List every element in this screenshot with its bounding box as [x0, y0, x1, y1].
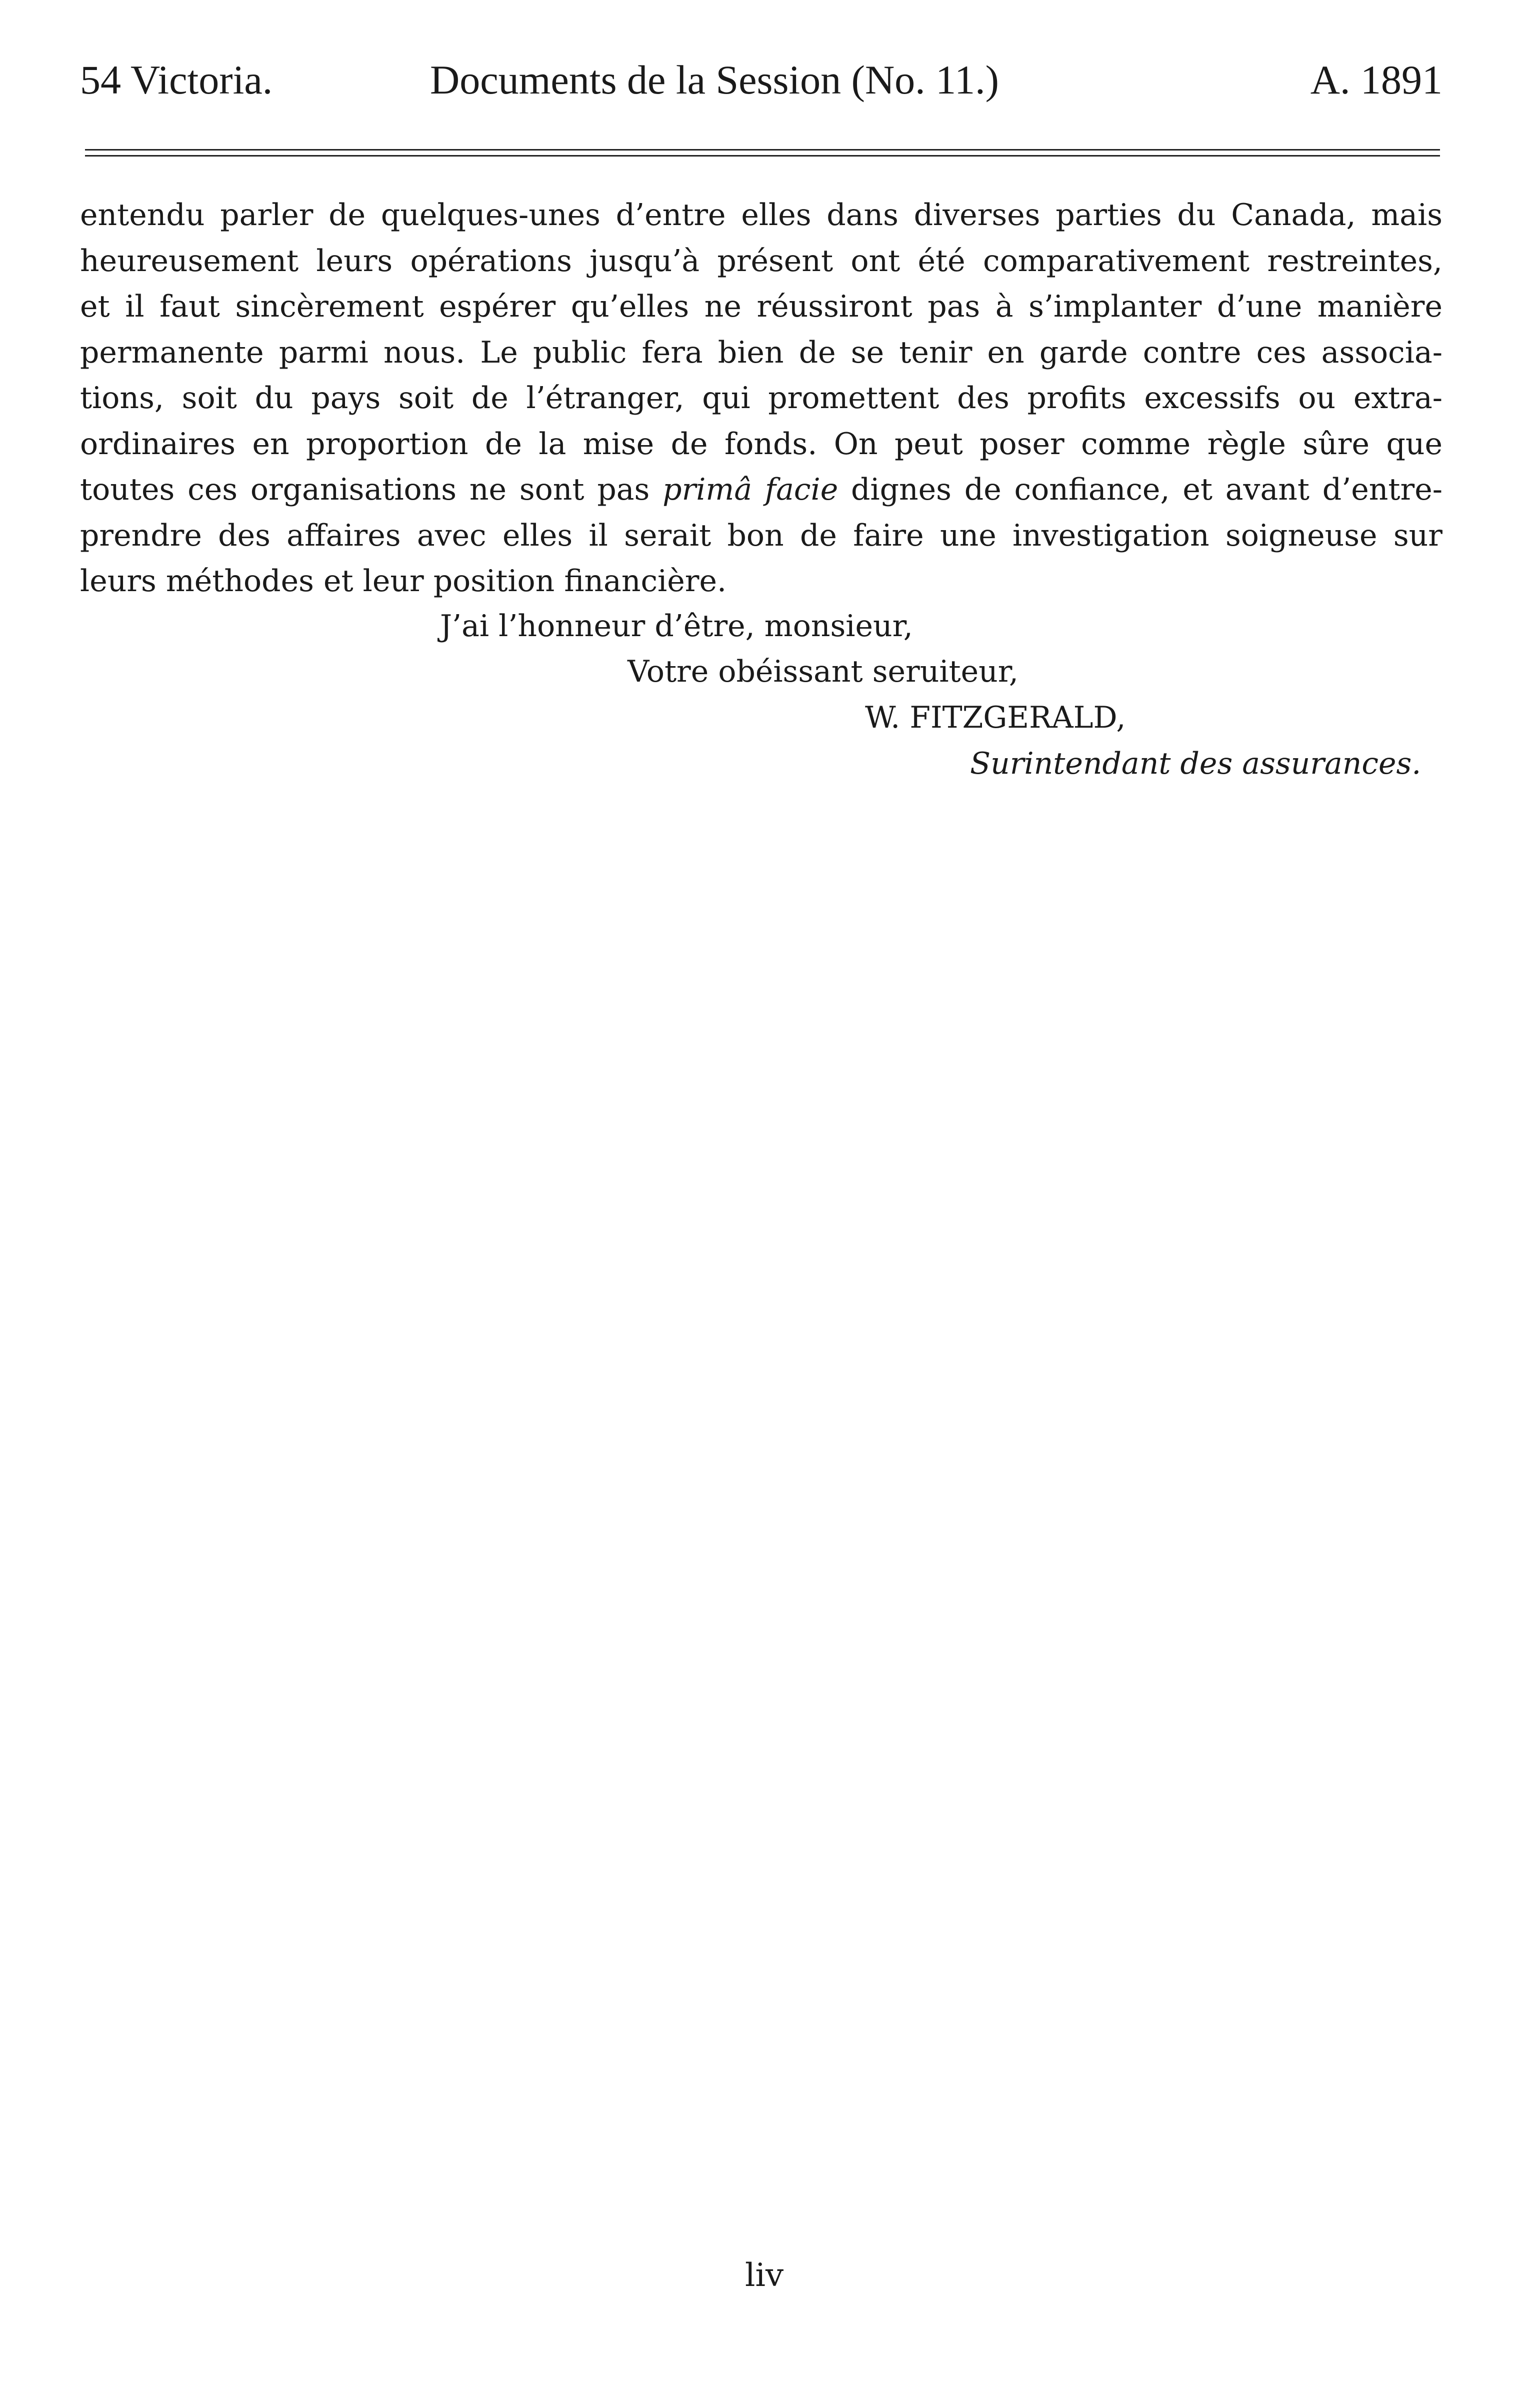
header-rule-bottom: [85, 155, 1440, 157]
body-line: heureusement leurs opérations jusqu’à présent ont été comparativement restreintes,: [80, 243, 1442, 279]
body-line-part: dignes de confiance, et avant d’entre-: [838, 472, 1442, 507]
header-title: Documents de la Session (No. 11.): [430, 57, 999, 103]
body-line: tions, soit du pays soit de l’étranger, qui promettent des profits excessifs ou extra-: [80, 381, 1442, 416]
body-line: entendu parler de quelques-unes d’entre elles dans diverses parties du Canada, mais: [80, 198, 1442, 233]
header-year: A. 1891: [1310, 57, 1442, 103]
header-volume: 54 Victoria.: [80, 57, 273, 103]
running-header: [80, 53, 1442, 108]
letter-body: [80, 193, 1442, 605]
body-line: leurs méthodes et leur position financière.: [80, 564, 727, 599]
page-number: liv: [745, 2257, 784, 2294]
italic-phrase: primâ facie: [662, 472, 838, 507]
closing-salutation: J’ai l’honneur d’être, monsieur,: [440, 609, 913, 644]
header-rule-top: [85, 149, 1440, 151]
body-line: ordinaires en proportion de la mise de fonds. On peut poser comme règle sûre que: [80, 426, 1442, 462]
closing-valediction: Votre obéissant seruiteur,: [628, 654, 1018, 689]
body-line: et il faut sincèrement espérer qu’elles ne réussiront pas à s’implanter d’une manière: [80, 289, 1442, 324]
body-line: prendre des affaires avec elles il serait bon de faire une investigation soigneuse sur: [80, 518, 1442, 553]
signature-name: W. FITZGERALD,: [865, 700, 1126, 735]
body-line-with-italic: [80, 467, 1442, 513]
body-line: permanente parmi nous. Le public fera bien de se tenir en garde contre ces associa-: [80, 335, 1442, 370]
signature-title: Surintendant des assurances.: [970, 746, 1422, 781]
body-line-part: toutes ces organisations ne sont pas: [80, 472, 663, 507]
